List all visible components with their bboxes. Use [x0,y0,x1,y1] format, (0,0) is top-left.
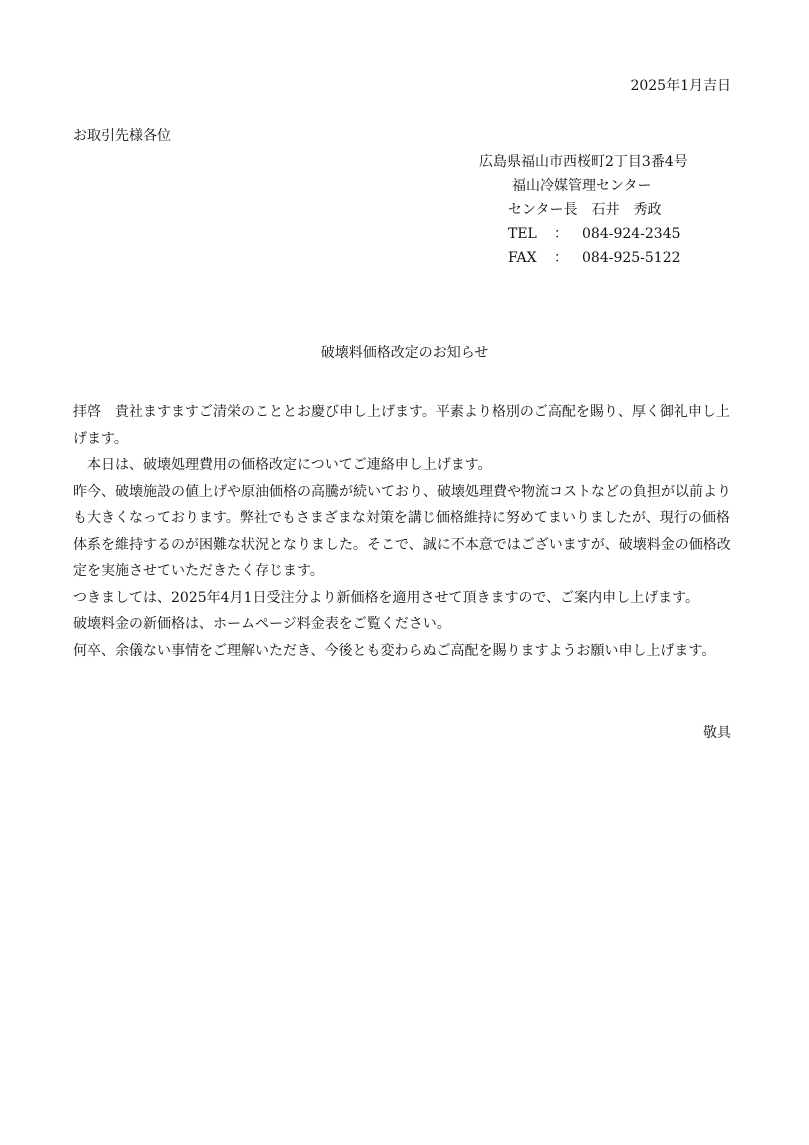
sender-tel [479,222,688,246]
intro-paragraph: 本日は、破壊処理費用の価格改定についてご連絡申し上げます。 [87,457,492,473]
fax-colon: ： [554,250,568,266]
tel-value: 084-924-2345 [582,226,681,242]
recipient-line: お取引先様各位 [73,128,171,144]
tel-label: TEL [508,226,537,242]
reason-paragraph: 昨今、破壊施設の値上げや原油価格の高騰が続いており、破壊処理費や物流コストなどの負担が以前よりも大きくなっております。弊社でもさまざまな対策を講じ価格維持に努めてまいりましたが、現行の価格体系を維持するのが困難な状況となりました。そこで、誠に不本意ではございますが、破壊料金の価格改定を実施させていただきたく存じます。 [73,483,731,579]
new-price-paragraph: 破壊料金の新価格は、ホームページ料金表をご覧ください。 [73,616,451,632]
sender-address: 広島県福山市西桜町2丁目3番4号 [479,154,688,170]
sender-block [479,150,688,270]
letter-date: 2025年1月吉日 [630,78,731,94]
sender-representative: センター長 石井 秀政 [508,202,662,218]
sender-organization: 福山冷媒管理センター [512,178,652,194]
closing-word: 敬具 [703,725,731,741]
tel-colon: ： [554,226,568,242]
greeting-paragraph: 拝啓 貴社ますますご清栄のこととお慶び申し上げます。平素より格別のご高配を賜り、厚く御礼申し上げます。 [73,404,730,447]
letter-body [73,399,736,664]
request-paragraph: 何卒、余儀ない事情をご理解いただき、今後とも変わらぬご高配を賜りますようお願い申し上げます。 [73,642,716,659]
fax-value: 084-925-5122 [582,250,681,266]
fax-label: FAX [508,250,537,266]
notice-title: 破壊料価格改定のお知らせ [320,345,489,361]
sender-fax [479,246,688,270]
effective-date-paragraph: つきましては、2025年4月1日受注分より新価格を適用させて頂きますので、ご案内申し上げます。 [73,589,700,606]
